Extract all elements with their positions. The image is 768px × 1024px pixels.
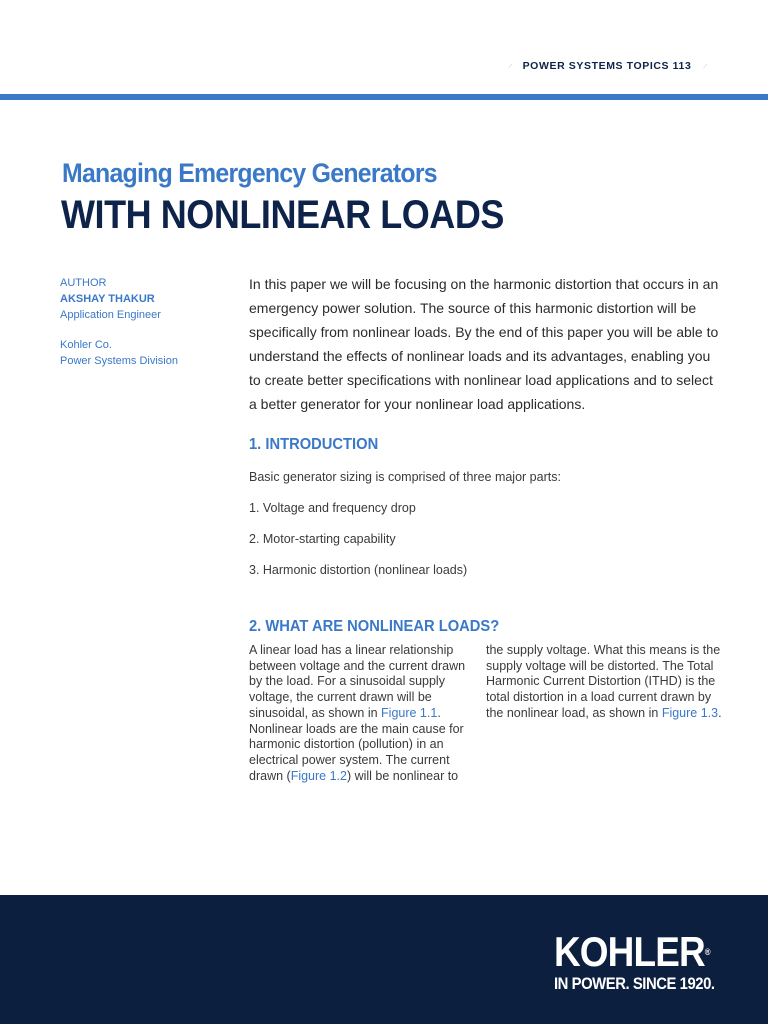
sizing-lead: Basic generator sizing is comprised of three major parts: <box>249 470 561 484</box>
section-heading-introduction: 1. INTRODUCTION <box>249 436 379 453</box>
intro-paragraph: In this paper we will be focusing on the harmonic distortion that occurs in an emergency power solution. The source of this harmonic distortion will be specifically from nonlinear loads. By the end of this paper you will be able to understand the effects of nonlinear loads and its advantages, enabling you to create better specifications with nonlinear load applications and to select a better generator for your nonlinear load applications. <box>249 276 719 412</box>
list-item: 2. Motor-starting capability <box>249 532 396 546</box>
logo-tagline: IN POWER. SINCE 1920. <box>554 975 715 993</box>
author-label: AUTHOR <box>60 277 107 289</box>
title-kicker: Managing Emergency Generators <box>62 158 437 188</box>
company-name: Kohler Co. <box>60 339 112 351</box>
series-tag <box>508 53 708 79</box>
body-column-left <box>249 643 473 784</box>
body-text: A linear load has a linear relationship between voltage and the current drawn by the load. For a sinusoidal supply voltage, the current drawn will be sinusoidal, as shown in <box>249 643 466 720</box>
series-title: POWER SYSTEMS TOPICS 113 <box>522 60 692 72</box>
figure-link-1-3[interactable]: Figure 1.3 <box>661 705 719 720</box>
kohler-logo <box>554 928 734 994</box>
author-name: AKSHAY THAKUR <box>60 293 155 305</box>
page-header <box>0 0 768 100</box>
header-rule <box>0 94 768 100</box>
logo-wordmark <box>554 928 710 975</box>
body-column-right <box>486 643 726 722</box>
slash-divider-icon <box>508 54 513 78</box>
list-item: 3. Harmonic distortion (nonlinear loads) <box>249 563 468 577</box>
body-text: . <box>718 705 722 720</box>
section-heading-nonlinear-loads: 2. WHAT ARE NONLINEAR LOADS? <box>249 618 500 635</box>
author-role: Application Engineer <box>60 309 161 321</box>
figure-link-1-1[interactable]: Figure 1.1 <box>381 705 438 720</box>
figure-link-1-2[interactable]: Figure 1.2 <box>290 768 347 783</box>
body-text: ) will be nonlinear to <box>346 768 459 783</box>
body-text: . Nonlinear loads are the main cause for harmonic distortion (pollution) in an electrical power system. The current drawn ( <box>249 705 464 783</box>
author-sidebar <box>60 275 230 369</box>
slash-divider-icon <box>703 54 708 78</box>
registered-mark: ® <box>704 947 710 957</box>
body-text: the supply voltage. What this means is the supply voltage will be distorted. The Total Harmonic Current Distortion (ITHD) is the total distortion in a load current drawn by the nonlinear load, as shown in <box>486 643 721 720</box>
logo-text: KOHLER <box>554 928 705 975</box>
page-footer <box>0 895 768 1024</box>
page-title: WITH NONLINEAR LOADS <box>61 193 504 237</box>
list-item: 1. Voltage and frequency drop <box>249 501 416 515</box>
division-name: Power Systems Division <box>60 355 178 367</box>
